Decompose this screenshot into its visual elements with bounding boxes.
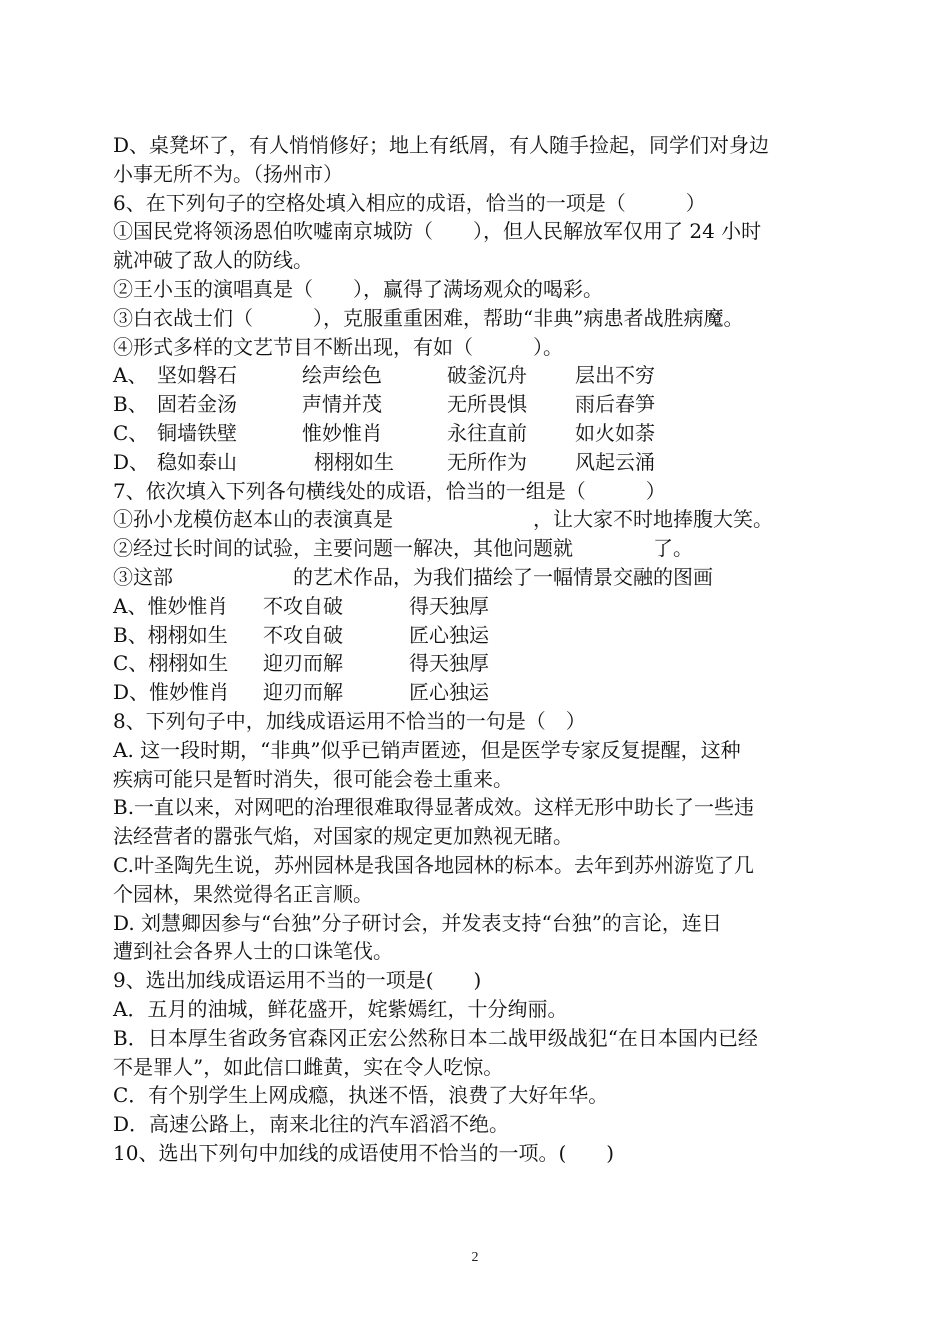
q7-sentence-3: ③这部 的艺术作品，为我们描绘了一幅情景交融的图画 bbox=[113, 564, 713, 589]
q7-stem: 7、依次填入下列各句横线处的成语，恰当的一组是（ ） bbox=[113, 478, 666, 503]
option-item: 栩栩如生 bbox=[147, 622, 228, 647]
option-label: B、 bbox=[113, 622, 148, 647]
option-label: B、 bbox=[113, 392, 148, 417]
q8-option-c-line2: 个园林，果然觉得名正言顺。 bbox=[113, 881, 373, 906]
q8-stem: 8、下列句子中，加线成语运用不恰当的一句是（ ） bbox=[113, 708, 586, 733]
option-item: 声情并茂 bbox=[302, 392, 382, 417]
option-item: 破釜沉舟 bbox=[447, 363, 527, 388]
option-label: A、 bbox=[113, 363, 148, 388]
option-item: 层出不穷 bbox=[575, 363, 655, 388]
q6-sentence-4: ④形式多样的文艺节目不断出现，有如（ ）。 bbox=[113, 334, 563, 359]
q8-option-a-line2: 疾病可能只是暂时消失，很可能会卷土重来。 bbox=[113, 766, 513, 791]
q9-stem: 9、选出加线成语运用不当的一项是( ) bbox=[113, 968, 482, 993]
q9-option-a: A．五月的油城，鲜花盛开，姹紫嫣红，十分绚丽。 bbox=[113, 996, 568, 1021]
option-item: 栩栩如生 bbox=[314, 449, 394, 474]
q5-option-d-line2: 小事无所不为。（扬州市） bbox=[113, 161, 343, 186]
option-item: 匠心独运 bbox=[409, 622, 489, 647]
option-item: 铜墙铁壁 bbox=[157, 420, 237, 445]
q7-option-b bbox=[113, 621, 843, 650]
option-item: 迎刃而解 bbox=[263, 680, 343, 705]
option-item: 不攻自破 bbox=[263, 593, 343, 618]
option-item: 雨后春笋 bbox=[575, 392, 655, 417]
option-label: A、 bbox=[113, 593, 148, 618]
q6-option-b bbox=[113, 390, 843, 419]
q8-option-b-line1: B.一直以来，对网吧的治理很难取得显著成效。这样无形中助长了一些违 bbox=[113, 795, 755, 820]
option-item: 无所畏惧 bbox=[447, 392, 527, 417]
q8-option-d-line1: D. 刘慧卿因参与“台独”分子研讨会，并发表支持“台独”的言论，连日 bbox=[113, 910, 722, 935]
option-label: D、 bbox=[113, 449, 150, 474]
q5-option-d-line1: D、桌凳坏了，有人悄悄修好；地上有纸屑，有人随手捡起，同学们对身边 bbox=[113, 133, 770, 157]
option-label-item bbox=[113, 621, 263, 650]
q8-option-d-line2: 遭到社会各界人士的口诛笔伐。 bbox=[113, 939, 393, 964]
option-item: 得天独厚 bbox=[409, 593, 489, 618]
q6-sentence-3: ③白衣战士们（ ），克服重重困难，帮助“非典”病患者战胜病魔。 bbox=[113, 305, 744, 330]
q6-option-c bbox=[113, 419, 843, 448]
q9-option-c: C．有个别学生上网成瘾，执迷不悟，浪费了大好年华。 bbox=[113, 1083, 609, 1108]
q7-option-a bbox=[113, 592, 843, 621]
option-item: 不攻自破 bbox=[263, 622, 343, 647]
option-item: 固若金汤 bbox=[157, 392, 237, 417]
option-item: 无所作为 bbox=[447, 449, 527, 474]
q6-stem: 6、在下列句子的空格处填入相应的成语，恰当的一项是（ ） bbox=[113, 190, 706, 215]
option-label-item bbox=[113, 678, 263, 707]
q8-option-b-line2: 法经营者的嚣张气焰，对国家的规定更加熟视无睹。 bbox=[113, 824, 573, 849]
q6-sentence-1-line1: ①国民党将领汤恩伯吹嘘南京城防（ ），但人民解放军仅用了 24 小时 bbox=[113, 219, 762, 244]
option-item: 匠心独运 bbox=[409, 680, 489, 705]
option-label: D、 bbox=[113, 680, 150, 705]
option-item: 坚如磐石 bbox=[157, 363, 237, 388]
q9-option-b-line2: 不是罪人”，如此信口雌黄，实在令人吃惊。 bbox=[113, 1054, 504, 1079]
q7-sentence-2: ②经过长时间的试验，主要问题一解决，其他问题就 了。 bbox=[113, 536, 693, 561]
option-item: 惟妙惟肖 bbox=[149, 680, 230, 705]
q10-stem: 10、选出下列句中加线的成语使用不恰当的一项。( ) bbox=[113, 1140, 615, 1165]
option-item: 栩栩如生 bbox=[148, 651, 229, 676]
option-label: C、 bbox=[113, 651, 149, 676]
option-item: 迎刃而解 bbox=[263, 651, 343, 676]
option-item: 风起云涌 bbox=[575, 449, 655, 474]
option-label-item bbox=[113, 649, 263, 678]
option-item: 惟妙惟肖 bbox=[147, 593, 228, 618]
option-item: 惟妙惟肖 bbox=[302, 420, 382, 445]
option-item: 如火如荼 bbox=[575, 420, 655, 445]
option-item: 稳如泰山 bbox=[157, 449, 237, 474]
option-label: C、 bbox=[113, 420, 149, 445]
q9-option-d: D．高速公路上，南来北往的汽车滔滔不绝。 bbox=[113, 1112, 510, 1137]
q7-option-d bbox=[113, 678, 843, 707]
option-label-item bbox=[113, 592, 263, 621]
q7-option-c bbox=[113, 649, 843, 678]
q6-option-a bbox=[113, 361, 843, 390]
q6-option-d bbox=[113, 448, 843, 477]
q8-option-a-line1: A. 这一段时期，“非典”似乎已销声匿迹，但是医学专家反复提醒，这种 bbox=[113, 737, 741, 762]
option-item: 永往直前 bbox=[447, 420, 527, 445]
q7-sentence-1: ①孙小龙模仿赵本山的表演真是 ，让大家不时地捧腹大笑。 bbox=[113, 507, 773, 532]
option-item: 得天独厚 bbox=[409, 651, 489, 676]
page-number: 2 bbox=[471, 1250, 479, 1265]
q8-option-c-line1: C.叶圣陶先生说，苏州园林是我国各地园林的标本。去年到苏州游览了几 bbox=[113, 852, 754, 877]
option-item: 绘声绘色 bbox=[302, 363, 382, 388]
q9-option-b-line1: B．日本厚生省政务官森冈正宏公然称日本二战甲级战犯“在日本国内已经 bbox=[113, 1025, 758, 1050]
question-content bbox=[113, 131, 843, 1168]
q6-sentence-1-line2: 就冲破了敌人的防线。 bbox=[113, 248, 313, 273]
q6-sentence-2: ②王小玉的演唱真是（ ），赢得了满场观众的喝彩。 bbox=[113, 276, 603, 301]
